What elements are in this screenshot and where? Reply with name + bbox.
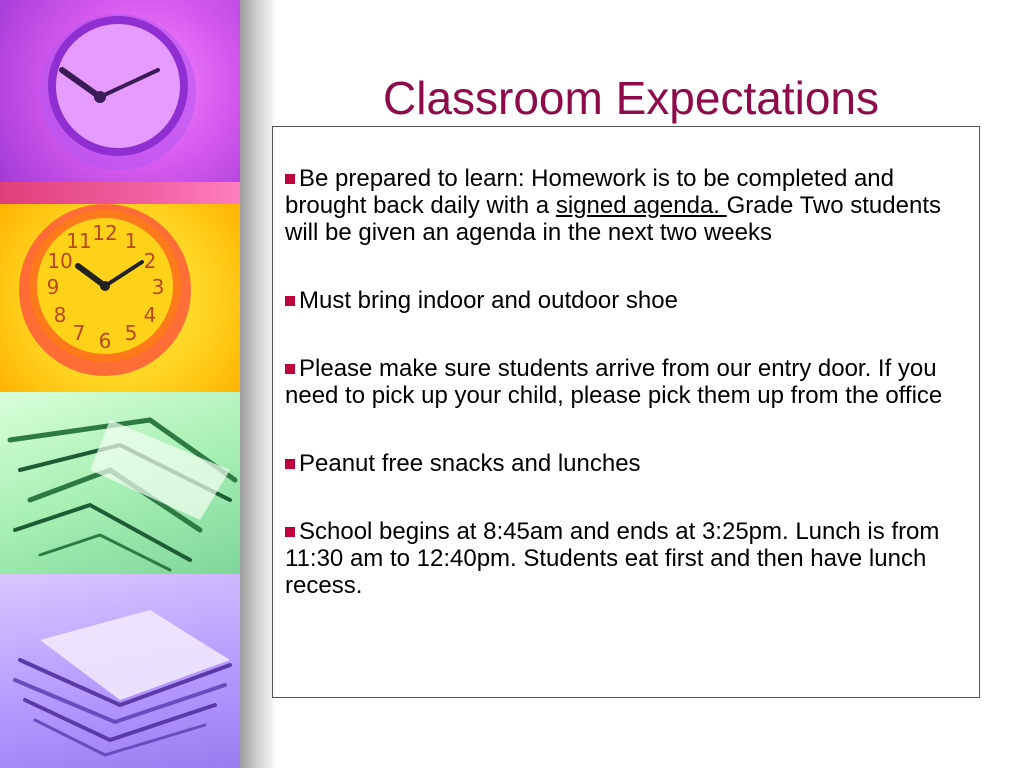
clock-numeral-7: 7	[72, 321, 86, 345]
bullet-text: Grade Two students will be given an agenda in the next two weeks	[285, 192, 941, 246]
list-item	[285, 287, 967, 314]
bullet-text: Please make sure students arrive from our entry door. If you need to pick up your child, please pick them up from the office	[285, 355, 943, 409]
purple-books-icon	[15, 610, 230, 755]
clock-numeral-1: 1	[124, 229, 138, 253]
bullet-text: School begins at 8:45am and ends at 3:25pm. Lunch is from 11:30 am to 12:40pm. Students eat first and then have lunch recess.	[285, 518, 940, 599]
green-books-icon	[10, 420, 235, 570]
clock-numeral-4: 4	[143, 303, 157, 327]
clock-numeral-8: 8	[53, 303, 67, 327]
clock-numeral-11: 11	[66, 229, 92, 253]
clock-numeral-9: 9	[46, 275, 60, 299]
clock-numeral-5: 5	[124, 321, 138, 345]
clock-numeral-12: 12	[92, 221, 118, 245]
clock-numeral-10: 10	[47, 249, 73, 273]
bullet-text: Peanut free snacks and lunches	[299, 450, 641, 477]
list-item	[285, 165, 967, 246]
underlined-text: signed agenda.	[555, 192, 727, 219]
clock-numeral-3: 3	[151, 275, 165, 299]
square-bullet-icon	[285, 364, 295, 374]
purple-clock-icon	[40, 14, 196, 170]
square-bullet-icon	[285, 174, 295, 184]
square-bullet-icon	[285, 296, 295, 306]
strip-illustrations	[0, 0, 240, 768]
strip-shadow-divider	[240, 0, 276, 768]
content-box	[272, 126, 980, 698]
bullet-text: Be prepared to learn: Homework is to be completed and brought back daily with a	[285, 165, 894, 219]
clock-numeral-6: 6	[98, 329, 112, 353]
bullet-list	[285, 165, 967, 640]
bullet-text: Must bring indoor and outdoor shoe	[299, 287, 678, 314]
orange-clock-icon	[19, 204, 191, 376]
slide-title: Classroom Expectations	[383, 72, 879, 124]
list-item	[285, 355, 967, 409]
square-bullet-icon	[285, 459, 295, 469]
decorative-image-strip	[0, 0, 240, 768]
square-bullet-icon	[285, 527, 295, 537]
list-item	[285, 450, 967, 477]
list-item	[285, 518, 967, 599]
clock-numeral-2: 2	[143, 249, 157, 273]
